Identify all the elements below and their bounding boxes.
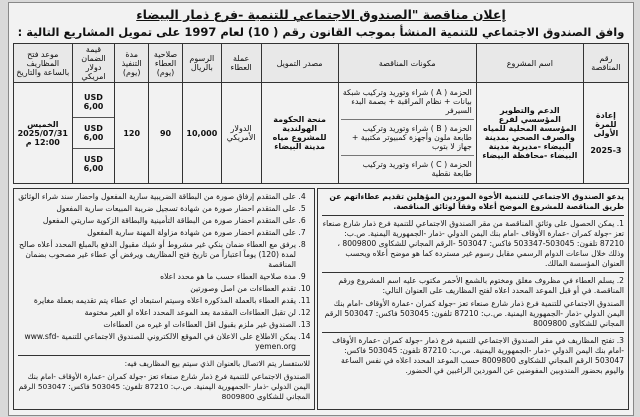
table-header-cell: اسم المشروع — [476, 44, 583, 83]
table-header-row — [14, 44, 629, 83]
instruction-1: 1. يمكن الحصول على وثائق المناقصة من مقر الصندوق الاجتماعي للتنمية فرع ذمار شارع صنعاء تعز -جولة كمران -عمارة الأوقاف -امام بنك اليمن الدولي -ذمار -الجمهورية اليمنية. ص.ب: 87210 تلفون: 503045-503347 فاكس: 503047 -الرقم المجاني للشكاوى 8009800 ، وذلك خلال ساعات الدوام الرسمي مقابل رسوم غير مستردة كما هو موضح أعلاه ويحسب العنوان المؤسسة المالك. — [322, 219, 624, 268]
divider — [18, 355, 310, 356]
list-item: 14. يمكن الاطلاع على الاعلان في الموقع الالكتروني للصندوق الاجتماعي للتنمية www.sfd-yemen.org — [18, 332, 296, 352]
table-header-cell: مكونات المناقصة — [338, 44, 476, 83]
table-row — [14, 83, 629, 184]
package-b: الحزمة ( B ) شراء وتوريد وتركيب طابعة ملون وأجهزة كمبيوتر مكتبية + جهاز لا بتوب — [341, 120, 474, 156]
duration-cell: 120 — [115, 83, 149, 184]
list-item: 7. على المتقدم احضار صورة من شهادة مزاولة المهنة سارية المفعول — [18, 228, 296, 238]
list-item: 9. مدة صلاحية العطاء حسب ما هو محدد اعلاه — [18, 272, 296, 282]
list-item: 5. على المتقدم احضار صورة من شهادة تسجيل ضريبة المبيعات سارية المفعول — [18, 204, 296, 214]
tender-number: 2025-3 — [590, 146, 622, 155]
list-item: 8. يرفق مع العطاء ضمان بنكي غير مشروط أو شيك مقبول الدفع بالمبلغ المحدد أعلاه صالح لمدة (120) يوماً اعتباراً من تاريخ فتح المظاريف ويرفض أي عطاء غير مصحوب بضمان المناقصة — [18, 240, 296, 270]
table-header-cell: مصدر التمويل — [261, 44, 338, 83]
fee-cell: 10,000 — [183, 83, 222, 184]
list-item: 12. لن تقبل العطاءات المقدمة بعد الموعد المحدد اعلاه او الغير مختومة — [18, 308, 296, 318]
list-item: 10. تقدم العطاءات من اصل وصورتين — [18, 284, 296, 294]
list-item: 6. على المتقدم احضار صورة من البطاقة التأمينية والبطاقة الزكوية ساريتي المفعول — [18, 216, 296, 226]
packages-cell — [338, 83, 476, 184]
opening-day: الخميس — [27, 119, 59, 129]
instruction-2-address: الصندوق الاجتماعي للتنمية فرع ذمار شارع صنعاء تعز -جولة كمران -عمارة الأوقاف -امام بنك اليمن الدولي -ذمار -الجمهورية اليمنية. ص.ب: 87210 تلفون: 503045 فاكس: 503047 الرقم المجاني للشكاوى 8009800 — [324, 299, 624, 328]
divider — [322, 272, 624, 273]
validity-cell: 90 — [149, 83, 183, 184]
currency-cell: الدولار الأمريكي — [221, 83, 261, 184]
contact-title: للاستفسار يتم الاتصال بالعنوان الذي سيتم بيع المظاريف فيه: — [124, 359, 310, 368]
divider — [322, 215, 624, 216]
guarantee-value: USD 6,00 — [73, 87, 115, 118]
instruction-3: 3. تفتح المظاريف في مقر الصندوق الاجتماعي للتنمية فرع ذمار -جولة كمران -عمارة الأوقاف -امام بنك اليمن الدولي -ذمار -الجمهورية اليمنية. ص.ب: 87210 تلفون: 503045 فاكس: 503047 الرقم المجاني للشكاوى 8009800 حسب الموعد المحدد اعلاه في نفس الساعة واليوم بحضور المندوبين المفوضين عن الموردين الراغبين في الحضور. — [332, 336, 624, 375]
tender-announcement — [8, 2, 634, 416]
table-header-cell: الرسوم بالريال — [183, 44, 222, 83]
announcement-title: إعلان مناقصة "الصندوق الاجتماعي للتنمية -فرع ذمار البيضاء — [136, 7, 506, 22]
table-header-cell: قيمة الضمان دولار امريكي — [72, 44, 115, 83]
guarantee-cell — [72, 83, 115, 184]
conditions-box — [13, 188, 315, 410]
package-a: الحزمة ( A ) شراء وتوريد وتركيب شبكة بيانات + نظام المراقبة + بصمة البدء السيرفر — [341, 84, 474, 120]
intro-text: يدعو الصندوق الاجتماعي للتنمية الأخوة الموردين المؤهلين تقديم عطاءاتهم عن طريق المناقصة للمشروع الموضح أعلاه وفقاً لوثائق المناقصة. — [329, 192, 624, 211]
table-header-cell: مدة التنفيذ (يوم) — [115, 44, 149, 83]
instruction-2: 2. يسلم العطاء في مظروف مغلق ومختوم بالشمع الأحمر مكتوب عليه اسم المشروع ورقم المناقصة. في أو قبل الموعد المحدد اعلاه لفتح المظاريف على العنوان التالي: — [338, 276, 624, 295]
opening-time: 12:00 م — [25, 137, 60, 147]
guarantee-value: USD 6,00 — [83, 155, 104, 173]
table-header-cell: رقم المناقصة — [583, 44, 628, 83]
instructions-box — [317, 188, 629, 410]
guarantee-value: USD 6,00 — [73, 118, 115, 149]
opening-date: 2025/07/31 — [17, 128, 68, 138]
conditions-list — [18, 192, 310, 352]
tender-number-line: إعادة للمرة الأولى — [593, 111, 619, 138]
funding-cell: منحة الحكومة الهولندية للمشروع مياه مدينة البيضاء — [261, 83, 338, 184]
table-header-cell: صلاحية العطاء (يوم) — [149, 44, 183, 83]
list-item: 4. على المتقدم إرفاق صورة من البطاقة الضريبية سارية المفعول واحضار سند شراء الوثائق — [18, 192, 296, 202]
tender-table — [13, 43, 629, 184]
contact-address: الصندوق الاجتماعي للتنمية فرع ذمار شارع صنعاء تعز -جولة كمران -عمارة الأوقاف -امام بنك اليمن الدولي -ذمار -الجمهورية اليمنية. ص.ب: 87210 تلفون: 503045 فاكس: 503047 الرقم المجاني للشكاوى 8009800 — [18, 372, 310, 401]
table-header-cell: موعد فتح المظاريف بالساعة والتاريخ — [14, 44, 73, 83]
list-item: 11. يقدم العطاء بالعملة المذكورة اعلاه وسيتم استبعاد اي عطاء يتم تقديمه بعملة مغايرة — [18, 296, 296, 306]
table-header-cell: عملة العطاء — [221, 44, 261, 83]
divider — [322, 332, 624, 333]
package-c: الحزمة ( C ) شراء وتوريد وتركيب طابعة نقطية — [362, 160, 472, 178]
project-name-cell: الدعم والتطوير المؤسسي لفرع المؤسسة المحلية للمياه والصرف الصحي بمدينة البيضاء -مديرية مدينة البيضاء -محافظة البيضاء — [476, 83, 583, 184]
list-item: 13. الصندوق غير ملزم بقبول اقل العطاءات او غيره من العطاءات — [18, 320, 296, 330]
tender-number-cell — [583, 83, 628, 184]
opening-date-cell — [14, 83, 73, 184]
announcement-subtitle: وافق الصندوق الاجتماعي للتنمية المنشأ بموجب القانون رقم ( 10) لعام 1997 على تمويل المشاريع التالية : — [17, 25, 625, 39]
